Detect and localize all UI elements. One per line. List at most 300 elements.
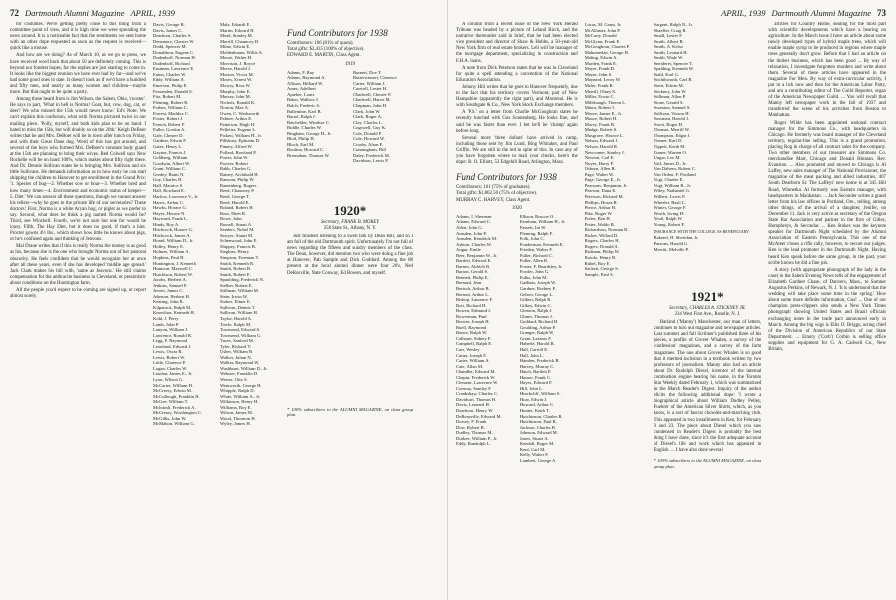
right-page [448,0,896,600]
list-item: McGlynn, Frank E. [584,38,621,44]
list-item: Gelsen, George L. [519,291,554,297]
secretary: Secretary, CHARLES A. STICKNEY JR. [669,306,746,312]
list-item: Stone, Gerald S. [653,99,684,105]
list-item: Fitz, Robert M. [153,94,182,100]
list-item: Osborn, Allen R. [584,166,616,172]
list-item: Goulding, Arthur F. [519,324,556,330]
list-item: Davis, James C. [153,27,183,33]
list-item: Hall, Rowland E. [153,188,185,194]
list-item: Owen, C. Wadsworth [220,110,260,116]
fund-line: EDWARD E. MARTIN, Class Agent. [287,53,361,59]
list-item: Guy, Charles H. [153,177,183,183]
list-item: Taylor, Harold A. [220,315,253,321]
list-item: Apteker, Louis [287,91,315,97]
list-item: Crankshaw, Charles C. [456,391,499,397]
list-item: Thompson, Edgar J. [653,132,691,138]
list-item: Keating, John R. [153,299,184,305]
list-item: Shaeffer, Craig R. [653,27,687,33]
fund-line: Contributors: 166 (81% of quota). [287,41,354,46]
class-year-heading: 1920* [333,203,367,218]
list-item: Holley, Henry E. [153,243,185,249]
list-item: Richardson, Norman B. [584,227,629,233]
list-item: Haberle, Harold R. [519,341,555,347]
list-item: Granger, Ralph W. [519,330,555,336]
list-item: Small, Lester F. [653,33,683,39]
list-item: Stokes, Elmer E. [220,299,251,305]
list-item: Fuller, Gordon A. [153,127,186,133]
list-item: Williams, Roy E. [220,404,252,410]
list-item: Wood, Thornton H. [220,415,256,421]
list-item: Fonderman, Kenneth E. [519,241,564,247]
list-item: Ricker, Willard D. [584,232,619,238]
list-item: Reed, Chauncey P. [220,188,255,194]
footnote: * 100% subscribers to the ALUMNI MAGAZINE, on class group plan. [287,406,413,418]
list-item: Wilson, James M. [220,410,253,416]
list-item: Chapman, John H. [353,102,388,108]
footnote: * 100% subscribers to the ALUMNI MAGAZINE, on class group plan. [653,458,762,469]
right-col-5 [768,22,886,600]
list-item: Sanders, Nobel M. [220,227,255,233]
right-col-1 [456,22,578,600]
list-item: Lambert, George A. [519,457,557,463]
list-item: Hitchcock, James A. [153,232,191,238]
list-item: Hall, John L. [519,352,544,358]
list-item: Spaulding, Frederick N. [220,277,265,283]
list-item: Dow, Robert B. [456,424,485,430]
list-item: Reed, Harold E. [220,199,250,205]
list-item: Sargent, Ralph N., Jr. [653,22,693,27]
list-item: Webster, Franklin D. [220,371,259,377]
list-item: Palmer, Arthur E. [220,116,253,122]
paragraph: And how are we doing? As of March 10, as we go to press, we have received word back that about 50 are definitely coming. This is beyond our fondest hopes, for the replies are just starting to come in. It looks like the biggest reunion we have ever had by far—and we've had some good ones to date. It doesn't look as if we'd have a hundred and fifty men, and nearly as many women and children—maybe more. But that ought to be quite a party. [10,53,146,96]
list-item: Adams, I. Sherman [456,213,492,219]
list-item: Mclntosh, Frederick A. [153,404,196,410]
list-item: Hayes, Edward F. [519,380,553,386]
paragraph: Several more 'three dollars' have arrived in camp, including those sent by Jim Lund, Bing Whitaker, and Paul Griffin. We are still in the red in spite of this. In case any of you have forgotten where to mail your checks, here's the dope: R. O. Elliott, 53 Edgehill Road, Arlington, Mass. [456,135,578,166]
list-item: Hopkins, Paul H. [153,254,185,260]
list-item: Hill, John L. [519,385,544,391]
list-item: Bennett, Philip E. [456,274,489,280]
list-item: Rabb, Charles G. [220,166,252,172]
list-item: Dudenhoff, Richard [153,60,190,66]
list-item: Truex, Sanford M. [220,338,255,344]
list-item: Beer, Benjamin W., Jr. [456,252,498,258]
list-item: Bishop, Laurence F. [456,297,493,303]
list-item: Sullivan, William H. [220,310,259,316]
fund-names-b [353,70,413,164]
list-item: Mowry, Ross W. [220,83,251,89]
list-item: Goddard, Richard H. [519,319,559,325]
list-item: Lanyon, William J. [153,327,189,333]
fund-year: 1920 [511,205,522,211]
list-item: Stein, Irwin W. [220,293,248,299]
list-item: Fulks, John M. [519,274,548,280]
list-item: Smith, Kenneth R. [220,260,255,266]
list-item: Smith, Robert B. [220,266,252,272]
list-item: Sample, Paul S. [584,271,614,277]
list-item: Amsden, Kendrick M. [456,236,498,242]
list-item: Mayer, Frank D. [584,66,616,72]
list-item: Grant, William C. [153,166,186,172]
list-item: Minor, Robert J. [584,105,615,111]
list-item: Meier, Frank R. [584,83,614,89]
list-item: Bott, Richard H. [456,302,487,308]
paragraph: Roger Wilde has been appointed national contract manager for the Simmons Co., with headquarters in Chicago. He formerly was board manager of the Cleveland territory, regular-line selling. This is a grand promotion, placing Rog in charge of all contract sales for the company. Two other members of our treasurer are Simmons Co. merchandise Mart, Chicago and Donald Hinman. Rev. Evanston. ... Also promoted and moved to Chicago is Al Laffey, new sales manager of The National Provisioner, the magazine of the meat packing and allied industries, 407 South Dearborn St. The Laffeys' new home is at 345 Hill Road, Winnetka. Al formerly was Eastern manager, with headquarters in Manhattan. ... Jack Seconder writes a grand letter from his law offices in Portland, Ore., telling, among other things, of the arrival of a daughter, Jenifer, on December 11. Jack is very active as secretary of the Oregon State Bar Association and partner in the firm of Gilley, Humphreys, & Secondar. ... Ken Stokes was the keynote speaker for Dartmouth Night scheduled by the Alumni Association of Eastern Pennsylvania. This one of the McAteer closes a rifle rally, however, to secure our judges. Ken is the lead promoter in the Dartmouth Night. Having heard Ken speak before the same group, in the past, your scribe knows he did a fine job. [768,120,886,266]
list-item: Sackett, George S. [584,266,619,272]
list-item: Noyes, Harry F. [584,160,614,166]
list-item: Rubel, Roy E. [584,260,611,266]
list-item: Page, George E., Jr. [584,177,621,183]
list-item: Lewis, Oscar R. [153,349,183,355]
list-item: Davidson, Lewis P. [353,158,389,164]
list-item: Newton, Carl E. [584,155,615,161]
list-item: Swanton, Samuel S. [653,105,691,111]
list-item: Bowerman, Paul [456,313,487,319]
list-item: Dudley, Thomas M. [456,430,493,436]
list-item: Hinchcliff, William S. [519,391,561,397]
list-item: Cunningham, Bill [353,147,386,153]
list-item: McCarter, William H. [153,382,194,388]
list-item: Fassett, Ira W. [519,224,547,230]
list-item: Jewett, James C. [153,288,184,294]
list-item: Huntoon, Maxwell C. [153,266,194,272]
list-item: Bernard, Jean [456,280,482,286]
list-item: Pelletier, Eugene L. [220,127,257,133]
list-item: Lucas, M. Grant, Jr. [584,22,622,27]
list-item: Ellison, Roscoe O. [519,213,555,219]
list-item: Pierce, Arthur H. [584,205,617,211]
list-item: Potter, Waldo B. [584,221,615,227]
list-item: Shippey, Francis B. [220,243,256,249]
list-item: Pike, Roger W. [584,210,613,216]
list-item: Gleason, Ralph J. [519,308,553,314]
list-item: Worth, Irving H. [653,210,685,216]
list-item: Gates, Henry L. [153,144,183,150]
list-item: Procter, Robert [220,160,248,166]
fund-heading: Fund Contributors for 1938 [287,28,388,38]
list-item: Swett, Roger H. [653,121,684,127]
list-item: Rainey, Archibald H. [220,171,259,177]
list-item: Allen, John G. [456,224,483,230]
list-item: Kohl, J. Perry [153,315,179,321]
list-item: Stillman, Allen P. [653,94,686,100]
insurance-heading: INSURANCE WITH THE COLLEGE AS BENEFICIARY [653,229,749,235]
list-item: Phillips, Hosea R. [584,199,618,205]
paragraph: A story (with appropriate photograph of the lady in the case) in the Salem Evening News tells of the engagement of Elizabeth Gardner Chase, of Danvers, Mass., to Sumner Augustus Perkins, of Newark, N. J. 'It is understood that the wedding will take place some time in the spring.' How about some more definite information, Gus! ... One of our champion press-clippers also sends a New York Times photograph showing United States and Brazil officials exchanging notes in the trade pact announced early in March. Among the big wigs is Ellis O. Briggs, acting chief of the Division of American Republics of our State Department. ... Emory ('Corb') Corbin is selling office supplies and equipment for G. A. Cadwell Co., New Britain, [768,267,886,352]
list-item: Leonhard, Edward J. [153,343,192,349]
list-item: Smith, A. Kelso [653,44,683,50]
list-item: Hatch, Bartlett P. [519,369,552,375]
list-item: Hitchcock, Horace G. [153,227,194,233]
list-item: McCullough, Franklin H. [153,393,200,399]
list-item: Wilkinson, Henry H. [220,399,259,405]
list-item: Ashton, Charles W. [456,241,492,247]
list-item: Hayward, Frank L. [153,216,188,222]
list-item: Gilkey, Edwin C. [519,302,552,308]
list-item: Nelson, Harold R. [584,144,619,150]
list-item: Davidson, Thomas H. [456,396,497,402]
list-item: Whipple, Ralph D. [220,388,255,394]
issue-date: APRIL, 1939 [721,8,766,18]
list-item: Holmes, William A. [153,249,190,255]
list-item: Harlow, Lawrence V., Jr. [153,193,199,199]
list-item: Chadwell, Chester F. [353,91,392,97]
list-item: Sullivan, Dennis T. [220,304,256,310]
list-item: Peterson, Richard M. [584,193,624,199]
list-item: White, William A., Jr. [220,393,261,399]
list-item: Gadbois, Joseph W. [519,280,557,286]
list-item: Turner, Warren O. [653,149,687,155]
list-item: Bingham, George H., Jr. [287,130,332,136]
list-item: Thomas, Merrill W. [653,127,690,133]
list-item: McMahon, William G. [153,421,195,427]
list-item: Tyler, Richard V. [220,343,252,349]
list-item: Pearson, Dana E. [584,188,617,194]
list-item: Smith, Albert B. [653,38,684,44]
list-item: Townsend, Edward S. [220,327,261,333]
list-item: Brewer, Joseph H. [456,319,490,325]
fund-line: Total gifts: $1,862.50 (75% of objective). [456,191,538,197]
list-item: Barton, Gerald S. [456,269,489,275]
list-item: Eddy, William A. [153,77,185,83]
list-item: Eastman, Lawrence E. [153,66,195,72]
list-item: Chadwell, Harris M. [353,97,391,103]
list-item: Mead, Stanley M. [220,33,253,39]
list-item: Johnson, Herbert H. [153,293,190,299]
list-item: Caswell, Lester H. [353,86,388,92]
list-item: Carr, Wesley [456,346,480,352]
left-col-4 [287,22,413,600]
list-item: Musgrave, Horace L. [584,132,624,138]
list-item: Clay, Charles L. [353,119,383,125]
list-item: Bowen, Edmund J. [456,308,491,314]
list-item: Ransom, Philip W. [220,177,255,183]
list-item: Hoar, Edwin J. [519,396,548,402]
paragraph: Mal Drane writes that if this is really Norma the money is as good as his, because she is the one who brought Norma out of her pastoral obscurity. He feels confident that he would recognize her at once after all these years, even if she has developed 'middle age spread.' Jack Clark makes his bill with, 'same as Jeavons.' He still claims compensation for the anthracite business in Cleveland, or pessimistic about conditions on the Huntington farm. [10,244,146,286]
list-item: Fessenden, Donald S. [153,88,193,94]
list-item: Smith, Wade W. [653,55,684,61]
list-item: Moore, Robert H. [584,116,618,122]
list-item: McGoughran, Charles P. [584,44,630,50]
list-item: Sawyer, Stuart M. [220,232,254,238]
list-item: Durkee, William P., Jr. [456,435,498,441]
list-item: Townsend, William G. [220,332,262,338]
list-item: Folk, John C. [519,236,545,242]
secretary: Secretary, FRANK B. MOREY [320,220,380,225]
list-item: Barnes, Aldrich B. [456,263,491,269]
list-item: Dearborn, Charles S. [153,33,192,39]
list-item: Ames, Adelbert [287,86,316,92]
paragraph: Johnny Hill writes that he goes to Hanover frequently, due to the fact that his territory covers Vermont, part of New Hampshire (apparently the right part), and Montreal. He is with Southgate & Co., New York Stock Exchange members. [456,84,578,109]
list-item: Gredey, Brant N. [153,171,185,177]
list-item: Carter, Joseph F. [456,352,487,358]
list-item: Logan, Charles W. [153,365,188,371]
list-item: Gale, Chester D. [153,132,184,138]
paragraph: Just finished listening to a swell talk by Dean Bill, and so I am full of the old Dartmouth spirit. Unfortunately I'm not full of news regarding the fifteen and sundry members of the class. The Dean, however, did mention two who were doing a fine job at Hanover, Pab Sample and Dick Goddard. Among the 88 present at the local alumni dinner were four 20's, Ned DeRosville, Nate Conway, Ed Bowen, and myself. [287,234,413,276]
list-item: Lyon, Wilson G. [153,377,184,382]
list-item: Usher, William B. [220,349,254,355]
list-item: Bresnahan, Thomas W. [287,152,330,158]
list-item: Merrill, Chauncey D. [220,38,260,44]
list-item: Burnett, Dov T. [353,69,382,75]
list-item: Calhoun, Sidney F. [456,335,492,341]
list-item: Roland, Robert H. [220,205,254,211]
list-item: Ballentine, Karl B. [287,108,322,114]
list-item: Johnson, Edward M. [519,430,558,436]
paragraph: Harland ('Manny') Manchester, our man of letters, continues to turn out magazine and newspaper articles. Last summer and fall Scribner's published three of his pieces, a profile of Grover Whalen, a survey of the 'confession' magazines, and a survey of the farm magazines. The one about Grover Whalen is so good that it merited inclusion in a textbook written by two professors of journalism. Manny also had an article about Dr. Rudolph Diesel, inventor of the internal combustion engine bearing his name, in the Toronto Star Weekly dated February 1, which was summarized in the March Reader's Digest. Inquiry of the author elicits the following additional dope: 'I wrote a biographical article about William Dudley Pelley, Fuehrer of the American Silver Shirts, which, as you know, is a sort of fascist chowder-and-marching club. This appeared in two installments in Ken, for February 9 and 23. The piece about Diesel which you saw condensed in Reader's Digest is probably the best thing I have done, since it's the first adequate account of Diesel's life and work which has appeared in English. ... I have also done several [653,320,762,454]
list-item: Hall, Maurice S. [153,182,184,188]
list-item: Carter, William J. [353,80,386,86]
list-item: Densmore, Chester W. [153,38,195,44]
list-item: Stickney, John W. [653,88,687,94]
list-item: Daley, Frederick M. [353,152,390,158]
list-item: Miller, Erwin C. [584,94,615,100]
list-item: Stillman, William M. [220,288,260,294]
list-item: Kent, Carl M. [519,446,546,452]
list-item: Hayes, Horace N. [153,210,186,216]
list-item: Hutchinson, Paul R. [519,419,557,425]
list-item: Chapin, Frederick W. [456,374,496,380]
list-item: Foster, F. Beardsley, Jr. [519,263,563,269]
list-item: Maynard, Leroy W. [584,77,621,83]
list-item: Sieghier, Henry [220,249,249,255]
list-item: Kilpatrick, Ralph M. [153,304,192,310]
address: 258 State St., Albany, N. Y. [323,226,377,231]
list-item: Balch, Frederic S. [287,102,321,108]
list-item: Forbes, William C. [153,105,188,111]
list-item: Davis, George B. [153,22,185,27]
list-item: Pickett, William H., Jr. [220,132,262,138]
list-item: Bunce, Ralph W. [456,330,488,336]
list-item: Adams, Raymond A. [287,75,326,81]
list-item: Washburn, William D., Jr. [220,365,268,371]
list-item: Jacobs, Herbert A. [153,277,187,283]
running-head-left [10,8,439,18]
list-item: Morton, Victor M. [220,71,254,77]
list-item: Gaynor, Francis J. [153,149,187,155]
list-item: Malz, Erhardt E. [220,22,251,27]
list-item: Gardner, Rodney P. [519,285,556,291]
list-item: Mudge, Robert S. [584,127,618,133]
list-item: Rotolo, Henry B. [584,254,617,260]
list-item: Rautenberg, Rogers [220,182,257,188]
list-item: Rowe, John [220,216,242,222]
list-item: Fowler, John G. [519,269,550,275]
list-item: Knowlton, Kenneth H. [153,310,195,316]
list-item: Morse, Harold J. [220,66,251,72]
fund-line: Total gifts: $2,435 (100% of objective). [287,47,365,53]
page-number: 73 [877,8,886,18]
running-head-right [456,8,886,18]
list-item: Blod, Philip H. [287,136,315,142]
list-item: Yeuil, Ralph W. [653,216,683,222]
list-item: Harvey, Murray C. [519,363,555,369]
list-item: Cate, Allan M. [456,363,484,369]
list-item: Wyley, James H. [220,421,251,427]
list-item: Parsons, Harold G. [653,240,689,246]
list-item: Young, Robert F. [653,221,685,227]
fund-year: 1919 [345,61,355,67]
list-item: Maling, Edwin A. [584,55,618,61]
list-item: Amsden, John P. [456,230,487,236]
list-item: Goldberg, William [153,155,188,161]
list-item: Harris, Arthur C. [153,199,185,205]
list-item: Carter, William A. [456,358,490,364]
list-item: Bartlett, Edward E. [456,258,492,264]
right-col-4 [654,22,762,600]
list-item: Glines, Thomas J. [519,313,553,319]
list-item: McAllaster, John P. [584,27,621,33]
list-item: Van Dalsem, Robert C. [653,166,697,172]
left-col-1 [10,22,146,600]
list-item: Merrill, Olney S. [584,88,617,94]
list-item: Ross, Eben R. [220,210,247,216]
list-item: Little, Clarence P. [153,360,186,366]
list-item: Jenkins, Samuel F. [153,282,188,288]
list-item: Hoard, William D., Jr. [153,238,194,244]
list-item: Pillsbury, Ephraim D. [220,138,261,144]
list-item: Biddle, Charles W. [287,125,322,131]
list-item: Clement, Lawrence W. [456,380,499,386]
list-item: Reed, George T. [220,193,250,199]
list-item: Howard, Arthur C. [519,402,555,408]
address: 234 West First Ave., Roselle, N. J. [674,312,741,318]
list-item: Moldenhauer, Willis A. [220,49,263,55]
list-item: Simpson, Freeman T. [220,254,260,260]
list-item: Stichthwarth, Carl R. [653,77,693,83]
list-item: DeRoseville, Edward M. [456,413,502,419]
list-item: Sussman, Harold J. [653,116,690,122]
list-item: McCreary, Worthington C. [153,410,203,416]
issue-date: APRIL, 1939 [130,8,175,18]
left-col-2-names [153,22,213,600]
list-item: Moses, Ernest W. [220,77,253,83]
list-item: Frieden, Walter F. [519,247,553,253]
list-item: Millsbaugh, Theron L. [584,99,627,105]
list-item: Campbell, Ralph E. [456,341,493,347]
list-item: Cole, Donald P. [353,130,382,136]
list-item: Tiemer, Karl D. [653,138,683,144]
list-item: Lewis, Robert W. [153,354,186,360]
list-item: Nelson, Edward J. [584,138,619,144]
list-item: Baker, Wallace J. [287,97,319,103]
list-item: Eddy, Randolph L. [456,441,491,447]
list-item: Schenwood, John E. [220,238,258,244]
list-item: Nichols, Ronald K. [220,99,256,105]
list-item: Merritt, Melville P. [653,246,689,252]
list-item: Sullivan, Vinson H. [653,110,690,116]
list-item: Loudon, James E., Jr. [153,371,193,377]
list-item: Vail, James D., Jr. [653,160,687,166]
magazine-title: Dartmouth Alumni Magazine [25,8,125,18]
paragraph: A note from Dick Peterson states that he was in Cleveland for quite a spell attending a convention of the National Education Association. [456,65,578,83]
list-item: Dodd, Spencer M. [153,44,187,50]
left-col-3-names [220,22,280,600]
list-item: Russell, Stuart A. [220,221,253,227]
list-item: Jackson, Charles R. [519,424,557,430]
list-item: Norton, Max A. [220,105,250,111]
list-item: Foster, Robert J. [153,116,184,122]
list-item: Cogswell, Guy K. [353,125,387,131]
list-item: McGillis, John W. [153,415,187,421]
list-item: Crosby, Alton F. [353,141,383,147]
list-item: Morey, Frank B. [584,121,616,127]
magazine-title: Dartmouth Alumni Magazine [771,8,871,18]
list-item: Gilbert, Ralph R. [519,297,552,303]
list-item: Spalding, Kenneth W. [653,66,694,72]
list-item: Wentworth, George H. [220,382,262,388]
list-item: Murray, John M. [220,94,251,100]
